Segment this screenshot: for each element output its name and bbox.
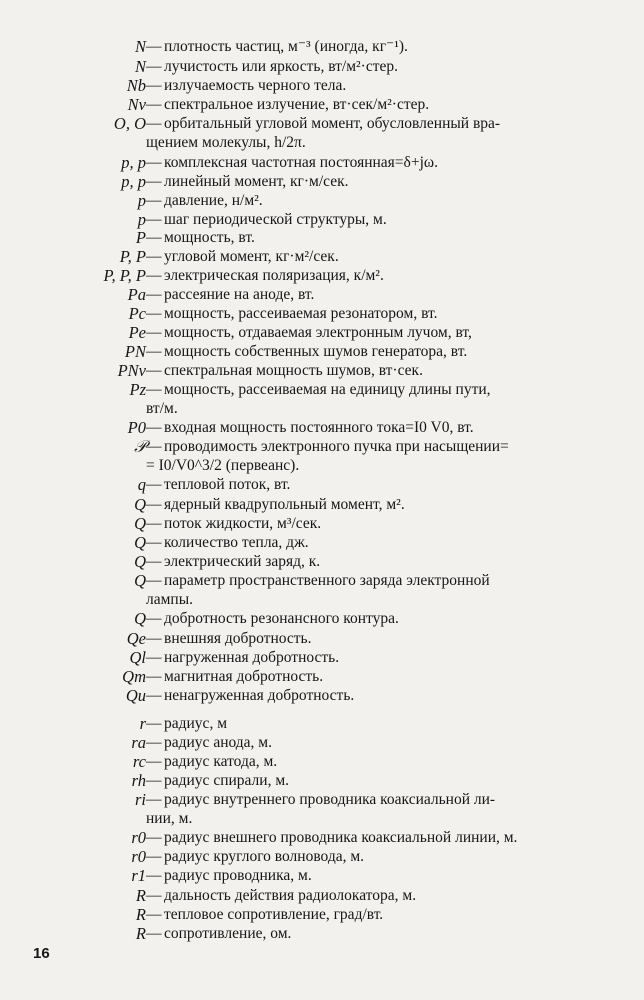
entry-description: [146, 381, 598, 400]
entry-text: добротность резонансного контура.: [164, 610, 399, 627]
entry-text: угловой момент, кг·м²/сек.: [164, 248, 339, 265]
entry-text: радиус спирали, м.: [164, 772, 290, 789]
entry-description: [146, 887, 598, 906]
entry-symbol: r0: [131, 847, 146, 866]
em-dash: —: [146, 887, 162, 904]
entry-text: спектральная мощность шумов, вт·сек.: [164, 362, 423, 379]
entry-text: мощность, отдаваемая электронным лучом, вт,: [164, 324, 472, 341]
em-dash: —: [146, 715, 162, 732]
entry-text: рассеяние на аноде, вт.: [164, 286, 315, 303]
entry-description: [146, 668, 598, 687]
entry-description: [146, 476, 598, 495]
entry-symbol: O, O: [113, 114, 146, 133]
entry-description: [146, 925, 598, 944]
entry-symbol: 𝒫: [134, 437, 146, 456]
em-dash: —: [146, 515, 162, 532]
entry-description: [146, 58, 598, 77]
em-dash: —: [146, 734, 162, 751]
entry-description: [146, 38, 598, 57]
entry-description: [146, 772, 598, 791]
entry-text: радиус круглого волновода, м.: [164, 848, 365, 865]
entry-text: параметр пространственного заряда электронной: [164, 572, 490, 589]
em-dash: —: [146, 173, 162, 190]
em-dash: —: [146, 286, 162, 303]
em-dash: —: [146, 829, 162, 846]
entry-text: радиус анода, м.: [164, 734, 272, 751]
em-dash: —: [146, 381, 162, 398]
entry-symbol: R: [135, 905, 146, 924]
em-dash: —: [146, 58, 162, 75]
entry-text: орбитальный угловой момент, обусловленный вра-: [164, 115, 501, 132]
entry-description: [146, 829, 598, 848]
entry-symbol: p, p: [121, 172, 146, 191]
entry-symbol: rc: [132, 752, 146, 771]
em-dash: —: [146, 248, 162, 265]
entry-symbol: ri: [134, 790, 146, 809]
entry-text: лучистость или яркость, вт/м²·стер.: [164, 58, 398, 75]
entry-symbol: Q: [134, 514, 146, 533]
entry-description: [146, 572, 598, 591]
entry-text: радиус внутреннего проводника коаксиальной ли-: [164, 791, 496, 808]
entry-description: [146, 610, 598, 629]
entry-text: проводимость электронного пучка при насыщении=: [164, 438, 509, 455]
em-dash: —: [146, 267, 162, 284]
entry-symbol: r1: [131, 866, 146, 885]
entry-text: мощность, вт.: [164, 229, 255, 246]
entry-description: [146, 267, 598, 286]
entry-description: [146, 96, 598, 115]
entry-description: [146, 687, 598, 706]
entry-description: [146, 715, 598, 734]
entry-text: мощность, рассеиваемая на единицу длины пути,: [164, 381, 491, 398]
entry-text: тепловой поток, вт.: [164, 476, 291, 493]
entry-symbol: Pe: [128, 323, 146, 342]
entry-description: [146, 211, 598, 230]
entry-symbol: Nν: [127, 95, 146, 114]
em-dash: —: [146, 848, 162, 865]
entry-text: ядерный квадрупольный момент, м².: [164, 496, 405, 513]
entry-text: радиус внешнего проводника коаксиальной линии, м.: [164, 829, 518, 846]
em-dash: —: [146, 534, 162, 551]
em-dash: —: [146, 791, 162, 808]
entry-description: [146, 248, 598, 267]
em-dash: —: [146, 305, 162, 322]
entry-symbol: Qu: [125, 686, 146, 705]
entry-continuation: нии, м.: [146, 810, 193, 827]
em-dash: —: [146, 668, 162, 685]
em-dash: —: [146, 438, 162, 455]
entry-symbol: q: [137, 475, 146, 494]
entry-symbol: Qe: [126, 629, 146, 648]
em-dash: —: [146, 419, 162, 436]
em-dash: —: [146, 324, 162, 341]
entry-symbol: Q: [134, 533, 146, 552]
entry-description: [146, 515, 598, 534]
entry-description: [146, 438, 598, 457]
entry-symbol: R: [135, 886, 146, 905]
em-dash: —: [146, 96, 162, 113]
entry-text: спектральное излучение, вт·сек/м²·стер.: [164, 96, 430, 113]
entry-symbol: R: [135, 924, 146, 943]
entry-continuation: = I0/V0^3/2 (первеанс).: [146, 457, 300, 474]
em-dash: —: [146, 38, 162, 55]
entry-description: [146, 173, 598, 192]
entry-symbol: Nb: [126, 76, 146, 95]
entry-symbol: P0: [127, 418, 146, 437]
em-dash: —: [146, 476, 162, 493]
entry-text: поток жидкости, м³/сек.: [164, 515, 322, 532]
entry-symbol: rh: [131, 771, 146, 790]
entry-description: [146, 734, 598, 753]
entry-text: шаг периодической структуры, м.: [164, 211, 387, 228]
entry-text: сопротивление, ом.: [164, 925, 292, 942]
entry-symbol: Q: [134, 552, 146, 571]
entry-description: [146, 305, 598, 324]
em-dash: —: [146, 553, 162, 570]
entry-symbol: Pc: [128, 304, 146, 323]
entry-text: внешняя добротность.: [164, 630, 312, 647]
entry-text: мощность, рассеиваемая резонатором, вт.: [164, 305, 438, 322]
entry-description: [146, 791, 598, 810]
entry-symbol: r: [139, 714, 146, 733]
entry-symbol: P: [135, 228, 146, 247]
entry-description: [146, 649, 598, 668]
entry-symbol: PN: [124, 342, 146, 361]
entry-description: [146, 753, 598, 772]
entry-description: [146, 906, 598, 925]
entry-text: электрическая поляризация, к/м².: [164, 267, 384, 284]
entry-description: [146, 286, 598, 305]
entry-symbol: p, p: [121, 153, 146, 172]
entry-symbol: Q: [134, 609, 146, 628]
entry-text: излучаемость черного тела.: [164, 77, 347, 94]
entry-text: плотность частиц, м⁻³ (иногда, кг⁻¹).: [164, 38, 408, 55]
entry-text: количество тепла, дж.: [164, 534, 309, 551]
em-dash: —: [146, 154, 162, 171]
entry-symbol: P, P, P: [103, 266, 146, 285]
entry-text: электрический заряд, к.: [164, 553, 321, 570]
page-number: 16: [33, 945, 50, 962]
entry-continuation: вт/м.: [146, 400, 178, 417]
em-dash: —: [146, 925, 162, 942]
entry-symbol: p: [137, 210, 146, 229]
entry-description: [146, 343, 598, 362]
entry-description: [146, 77, 598, 96]
em-dash: —: [146, 572, 162, 589]
entry-text: входная мощность постоянного тока=I0 V0, вт.: [164, 419, 474, 436]
entry-symbol: P, P: [119, 247, 146, 266]
entry-text: дальность действия радиолокатора, м.: [164, 887, 417, 904]
entry-symbol: r0: [131, 828, 146, 847]
entry-description: [146, 324, 598, 343]
entry-continuation: щением молекулы, h/2π.: [146, 134, 306, 151]
entry-symbol: Qm: [122, 667, 146, 686]
entry-symbol: Pa: [127, 285, 146, 304]
em-dash: —: [146, 610, 162, 627]
entry-description: [146, 229, 598, 248]
entry-continuation: лампы.: [146, 591, 194, 608]
em-dash: —: [146, 192, 162, 209]
em-dash: —: [146, 687, 162, 704]
entry-description: [146, 115, 598, 134]
entry-description: [146, 496, 598, 515]
entry-text: радиус проводника, м.: [164, 867, 312, 884]
entry-description: [146, 553, 598, 572]
entry-description: [146, 192, 598, 211]
entry-symbol: p: [137, 191, 146, 210]
entry-text: тепловое сопротивление, град/вт.: [164, 906, 384, 923]
entry-symbol: Ql: [129, 648, 146, 667]
entry-text: давление, н/м².: [164, 192, 263, 209]
entry-text: комплексная частотная постоянная=δ+jω.: [164, 154, 438, 171]
em-dash: —: [146, 496, 162, 513]
em-dash: —: [146, 772, 162, 789]
em-dash: —: [146, 362, 162, 379]
em-dash: —: [146, 229, 162, 246]
entry-description: [146, 630, 598, 649]
entry-symbol: Q: [134, 571, 146, 590]
entry-text: радиус катода, м.: [164, 753, 278, 770]
entry-description: [146, 867, 598, 886]
em-dash: —: [146, 630, 162, 647]
entry-text: нагруженная добротность.: [164, 649, 340, 666]
entry-symbol: N: [134, 37, 146, 56]
entry-description: [146, 362, 598, 381]
entry-description: [146, 419, 598, 438]
em-dash: —: [146, 906, 162, 923]
em-dash: —: [146, 211, 162, 228]
entry-symbol: N: [134, 57, 146, 76]
entry-text: радиус, м: [164, 715, 227, 732]
em-dash: —: [146, 115, 162, 132]
em-dash: —: [146, 343, 162, 360]
entry-symbol: Q: [134, 495, 146, 514]
em-dash: —: [146, 867, 162, 884]
entry-symbol: PNν: [117, 361, 146, 380]
entry-text: ненагруженная добротность.: [164, 687, 355, 704]
entry-symbol: Pz: [129, 380, 146, 399]
em-dash: —: [146, 753, 162, 770]
em-dash: —: [146, 77, 162, 94]
entry-symbol: ra: [131, 733, 146, 752]
em-dash: —: [146, 649, 162, 666]
entry-description: [146, 848, 598, 867]
entry-text: магнитная добротность.: [164, 668, 324, 685]
entry-description: [146, 534, 598, 553]
entry-description: [146, 154, 598, 173]
entry-text: мощность собственных шумов генератора, вт.: [164, 343, 468, 360]
entry-text: линейный момент, кг·м/сек.: [164, 173, 349, 190]
